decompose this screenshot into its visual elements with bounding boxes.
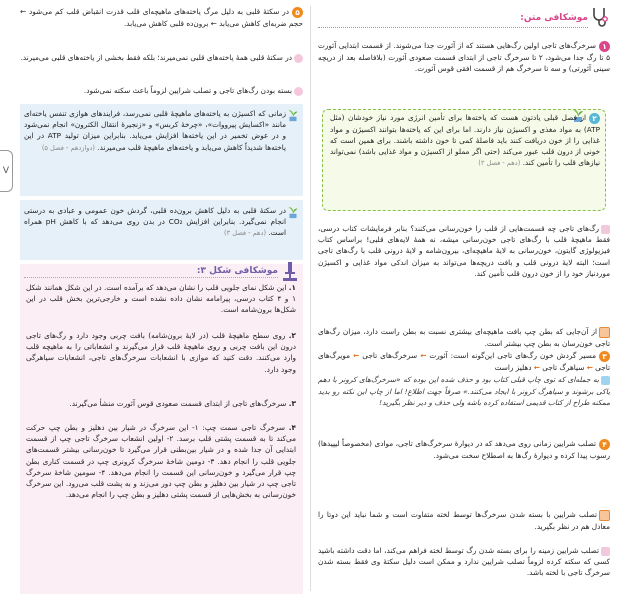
column-divider bbox=[310, 6, 311, 591]
paragraph-1 bbox=[318, 40, 610, 74]
path-coronary-arteries: سرخرگ‌های تاجی bbox=[362, 351, 418, 360]
number-badge-2: ۲ bbox=[589, 113, 600, 124]
paragraph-3 bbox=[318, 223, 610, 279]
left-paragraph-5b bbox=[20, 52, 303, 63]
calendar-icon bbox=[599, 327, 610, 338]
pin-icon bbox=[601, 547, 610, 556]
paragraph-7 bbox=[318, 509, 610, 532]
point-number-4: ۴. bbox=[288, 423, 296, 432]
paragraph-6-text: تصلب شرایین زمانی روی می‌دهد که در دیوارهٔ سرخرگ‌های تاجی، موادی (مخصوصاً لیپیدها) رسوب پیدا کرده و دیوارهٔ رگ‌ها به اصطلاح سخت می‌شود. bbox=[318, 439, 610, 460]
left-paragraph-5c-text: بسته بودن رگ‌های تاجی و تصلب شرایین لزوماً باعث سکته نمی‌شود. bbox=[83, 86, 292, 95]
path-right-atrium: دهلیز راست bbox=[494, 362, 532, 372]
figure-point-1 bbox=[26, 282, 296, 316]
header-rule bbox=[318, 27, 588, 28]
paragraph-8-text: تصلب شرایین زمینه را برای بسته شدن رگ توسط لخته فراهم می‌کند، اما دقت داشته باشید کسی که سکته کرده لزوماً تصلب شرایین ندارد و ممکن است دلیل سکتهٔ وی فقط بسته شدن سرخرگ تاجی با لخته باشد. bbox=[318, 546, 610, 578]
blue-note-1-text: زمانی که اکسیژن به یاخته‌های ماهیچهٔ قلبی نمی‌رسد، فرایندهای هوازی تنفس یاخته‌ای مانند «اکسایش پیرووات»، «چرخهٔ کربس» و «زنجیرهٔ انتقال الکترون» انجام نمی‌شود و در عوض تخمیر در این یاخته‌ها افزایش می‌یابد. بنابراین میزان تولید ATP در این یاخته‌ها شدیداً کاهش می‌یابد و یاخته‌های ماهیچهٔ قلب می‌میرند. bbox=[24, 109, 286, 152]
pencil-icon bbox=[601, 376, 610, 385]
path-aorta: مسیر گردش خون رگ‌های تاجی این‌گونه است: آئورت bbox=[429, 351, 597, 360]
left-paragraph-5b-text: در سکتهٔ قلبی همهٔ یاخته‌های قلبی نمی‌میرند؛ بلکه فقط بخشی از یاخته‌های قلبی می‌میرند. bbox=[20, 53, 292, 62]
figure-point-1-text: این شکل نمای جلویی قلب را نشان می‌دهد که برآمده است. در این شکل همانند شکل ۱ و ۴ کتاب درسی، پیرامامه نشان داده نشده است و خارجی‌ترین بخش قلب در این شکل‌ها برون‌شامه است. bbox=[26, 283, 296, 315]
paragraph-7-text: تصلب شرایین با بسته شدن سرخرگ‌ها توسط لخته متفاوت است و شما نباید این دوتا را معادل هم در نظر بگیرید. bbox=[318, 510, 610, 531]
paragraph-1-text: سرخرگ‌های تاجی اولین رگ‌هایی هستند که از آئورت جدا می‌شوند. از قسمت ابتدایی آئورت ۵ تا رگ جدا می‌شود، ۲ تا سرخرگ تاجی از ابتدای قسمت صعودی آئورت (بلافاصله بعد از دریچه سینی آئورتی) و سه تا سرخرگ هم از قسمت افقی قوس آئورت. bbox=[318, 41, 610, 73]
blue-note-2-text: در سکتهٔ قلبی به دلیل کاهش برون‌ده قلبی، گردش خون عمومی و عبادی به درستی انجام نمی‌گیرد. بنابراین افزایش CO₂ در بدن روی می‌دهد که با کاهش pH همراه است. bbox=[24, 206, 286, 238]
figure-point-2 bbox=[26, 330, 296, 375]
path-coronary-vein: سیاهرگ تاجی bbox=[542, 362, 585, 372]
number-badge-5: ۵ bbox=[292, 7, 303, 18]
pin-icon bbox=[601, 225, 610, 234]
figure-point-2-text: روی سطح ماهیچهٔ قلب (در لایهٔ برون‌شامه) بافت چربی وجود دارد و رگ‌های تاجی درون این بافت چربی و روی ماهیچهٔ قلب قرار می‌گیرند و انشعاباتی را به ماهیچه قلب وارد می‌کنند. دقت کنید که موازی با انشعابات سرخرگ‌های تاجی، انشعابات سیاهرگی وجود دارد. bbox=[26, 331, 296, 374]
figure-point-3 bbox=[26, 398, 296, 409]
handwritten-note-text: به جمله‌ای که توی چاپ قبلی کتاب بود و حذف شده این بوده که «سرخرگ‌های کرونر با دهم یاکی برشوند و سیاهرگ کرونر با ایجاد می‌کنند.» صرفاً جهت اطلاع! اما از چاپ این نکته رو بدید ممکنه طراح از کتاب قدیمی استفاده کرده باشه ولی حذف و دیر نظر بگیرید! bbox=[318, 375, 610, 407]
blue-note-2 bbox=[24, 205, 286, 240]
section-header-text: موشکافی متن: bbox=[520, 13, 588, 23]
point-number-2: ۲. bbox=[288, 331, 296, 340]
number-badge-3: ۳ bbox=[599, 351, 610, 362]
handwritten-note bbox=[318, 374, 610, 409]
figure-point-3-text: سرخرگ‌های تاجی از ابتدای قسمت صعودی قوس آئورت منشأ می‌گیرند. bbox=[69, 399, 287, 408]
paragraph-3-text: رگ‌های تاجی چه قسمت‌هایی از قلب را خون‌رسانی می‌کنند؟ بنابر فرمایشات کتاب درسی، فقط ماهیچهٔ قلب با رگ‌های تاجی خون‌رسانی میشه، نه همهٔ لایه‌های قلبی! براساس کتاب فیزیولوژی گایتون، خون‌رسانی به لایهٔ ماهیچه‌ای، بیرون‌شامه و لایهٔ درونی قلب با رگ‌های تاجی است؛ البته لایهٔ درونی قلب و بافت دریچه‌ها می‌تواند به میزان اندکی مواد غذایی و اکسیژن موردنیاز خود را از خون درون قلب تأمین کند. bbox=[318, 224, 610, 278]
margin-tab bbox=[0, 150, 13, 192]
paragraph-6 bbox=[318, 438, 610, 461]
gear-icon bbox=[294, 87, 303, 96]
left-paragraph-5-text: در سکتهٔ قلبی به دلیل مرگ یاخته‌های ماهیچه‌ای قلب قدرت انقباض قلب کم می‌شود ← حجم ضربه‌ای کاهش می‌یابد ← برون‌ده قلبی کاهش می‌یابد. bbox=[20, 7, 303, 28]
paragraph-2-text: از فصل قبلی یادتون هست که یاخته‌ها برای تأمین انرژی مورد نیاز خودشان (مثل ATP) به مواد مغذی و اکسیژن نیاز دارند. اما برای این که یاخته‌ها بتوانند اکسیژن و مواد غذایی را از خون دریافت کنند باید فاصلهٔ کمی تا خون داشته باشند. برای همین است که خونی از درون قلب عبور می‌کند (حتی اگر مملو از اکسیژن و مواد غذایی باشد) نمی‌تواند نیازهای قلب را تأمین کند. bbox=[330, 113, 600, 168]
blue-note-1-ref: (دوازدهم - فصل ۵) bbox=[41, 143, 95, 152]
left-paragraph-5c bbox=[20, 85, 303, 96]
figure-point-4-text: سرخرگ تاجی سمت چپ: ۱- این سرخرگ در شیار بین دهلیز و بطن چپ حرکت می‌کند تا به قسمت پشتی قلب برسد. ۲- اولین انشعاب سرخرگ تاجی چپ از قسمت ابتدایی آن جدا شده و در شیار بین‌بطنی قرار می‌گیرد تا خون‌رسانی بیشتر قسمت‌های جلویی قلب را انجام دهد. ۳- دومین شاخهٔ سرخرگ کرونری چپ در قسمت کناری بطن چپ قرار می‌گیرد و خون‌رسانی این قسمت را انجام می‌دهد. ۴- سومین شاخهٔ سرخرگ تاجی چپ در شیار بین دهلیز و بطن چپ دور می‌زند و به پشت قلب می‌رود. این سرخرگ خون‌رسانی به بخش‌هایی از قسمت پشتی دهلیز و بطن چپ را انجام می‌دهد. bbox=[26, 423, 297, 500]
blue-note-2-ref: (دهم - فصل ۳) bbox=[224, 229, 267, 238]
figure-analysis-header bbox=[150, 266, 278, 277]
section-header bbox=[430, 12, 588, 24]
paragraph-8 bbox=[318, 545, 610, 579]
plant-icon bbox=[286, 204, 300, 218]
point-number-1: ۱. bbox=[288, 283, 296, 292]
number-badge-4: ۴ bbox=[599, 439, 610, 450]
path-coronary-capillaries: مویرگ‌های تاجی bbox=[318, 351, 610, 372]
left-paragraph-5 bbox=[20, 6, 303, 29]
arrow-icon: ← bbox=[353, 351, 360, 360]
microscope-icon bbox=[280, 260, 300, 282]
arrow-icon: ← bbox=[586, 362, 593, 372]
figure-analysis-header-text: موشکافی شکل ۳: bbox=[196, 266, 278, 276]
stethoscope-icon bbox=[590, 6, 610, 28]
paragraph-4-text: از آن‌جایی که بطن چپ بافت ماهیچه‌ای بیشتری نسبت به بطن راست دارد، میزان رگ‌های تاجی خون‌رسان به بطن چپ بیشتر است. bbox=[318, 327, 610, 348]
paragraph-5-circulation bbox=[318, 350, 610, 373]
number-badge-1: ۱ bbox=[599, 41, 610, 52]
gear-icon bbox=[294, 54, 303, 63]
arrow-icon: ← bbox=[420, 351, 427, 360]
paragraph-4 bbox=[318, 326, 610, 349]
point-number-3: ۳. bbox=[288, 399, 296, 408]
plant-icon bbox=[286, 107, 300, 121]
calendar-icon bbox=[599, 510, 610, 521]
figure-header-rule bbox=[24, 277, 278, 278]
blue-note-1 bbox=[24, 108, 286, 154]
figure-point-4 bbox=[26, 422, 296, 500]
paragraph-2-ref: (دهم - فصل ۳) bbox=[478, 159, 521, 168]
margin-tab-label: V bbox=[2, 166, 10, 176]
paragraph-2 bbox=[330, 112, 600, 169]
arrow-icon: ← bbox=[533, 362, 540, 372]
